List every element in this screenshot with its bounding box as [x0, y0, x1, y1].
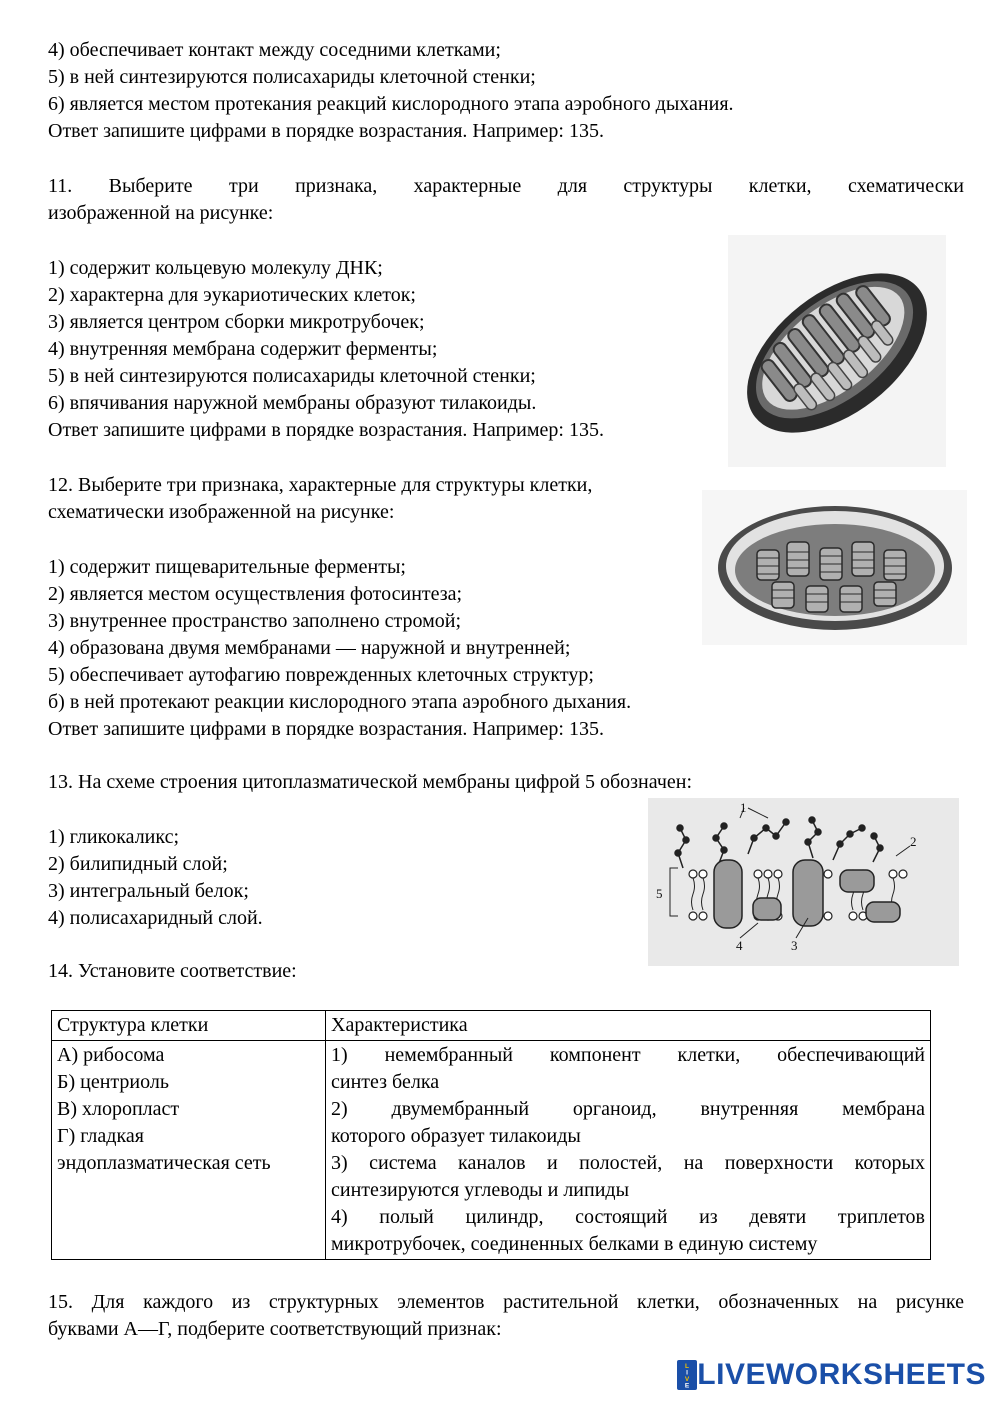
structure-item: А) рибосома [57, 1044, 165, 1066]
mitochondrion-figure [728, 235, 946, 467]
q12-stem-cont: схематически изображенной на рисунке: [48, 501, 395, 523]
q11-option-5: 5) в ней синтезируются полисахариды клеточной стенки; [48, 365, 536, 387]
q10-option-5: 5) в ней синтезируются полисахариды клеточной стенки; [48, 66, 536, 88]
membrane-label-5: 5 [656, 886, 663, 901]
q15-stem: 15. Для каждого из структурных элементов растительной клетки, обозначенных на рисунке [48, 1291, 964, 1313]
table-row [52, 1041, 931, 1260]
membrane-figure [648, 798, 959, 966]
q13-option-1: 1) гликокаликс; [48, 826, 180, 848]
characteristic-3-cont: синтезируются углеводы и липиды [331, 1179, 630, 1201]
structure-item: Б) центриоль [57, 1071, 169, 1093]
characteristics-cell [326, 1041, 931, 1260]
q10-option-4: 4) обеспечивает контакт между соседними клетками; [48, 39, 501, 61]
svg-text:L: L [685, 1363, 690, 1370]
q10-option-6: 6) является местом протекания реакций кислородного этапа аэробного дыхания. [48, 93, 734, 115]
matching-table [51, 1010, 931, 1260]
svg-text:V: V [685, 1376, 690, 1383]
liveworksheets-logo[interactable] [677, 1358, 986, 1392]
membrane-label-2: 2 [910, 834, 917, 849]
table-header-row [52, 1011, 931, 1041]
svg-text:E: E [685, 1382, 690, 1390]
characteristic-2-cont: которого образует тилакоиды [331, 1125, 581, 1147]
q11-option-4: 4) внутренняя мембрана содержит ферменты; [48, 338, 438, 360]
characteristic-1-cont: синтез белка [331, 1071, 440, 1093]
q12-option-1: 1) содержит пищеварительные ферменты; [48, 556, 406, 578]
q11-option-6: 6) впячивания наружной мембраны образуют тилакоиды. [48, 392, 537, 414]
svg-text:I: I [686, 1369, 689, 1377]
live-badge-icon [677, 1360, 697, 1390]
logo-text: LIVEWORKSHEETS [697, 1358, 986, 1391]
structures-cell [52, 1041, 326, 1260]
q11-option-3: 3) является центром сборки микротрубочек; [48, 311, 425, 333]
q13-option-4: 4) полисахаридный слой. [48, 907, 263, 929]
q14-stem: 14. Установите соответствие: [48, 960, 297, 982]
q12-option-5: 5) обеспечивает аутофагию поврежденных клеточных структур; [48, 664, 594, 686]
q11-option-1: 1) содержит кольцевую молекулу ДНК; [48, 257, 383, 279]
characteristic-4: 4) полый цилиндр, состоящий из девяти триплетов [331, 1206, 925, 1228]
q11-option-2: 2) характерна для эукариотических клеток; [48, 284, 416, 306]
q11-answer-note: Ответ запишите цифрами в порядке возрастания. Например: 135. [48, 419, 604, 441]
q11-stem-cont: изображенной на рисунке: [48, 202, 274, 224]
q13-option-3: 3) интегральный белок; [48, 880, 249, 902]
q12-option-4: 4) образована двумя мембранами — наружной и внутренней; [48, 637, 571, 659]
characteristic-3: 3) система каналов и полостей, на поверхности которых [331, 1152, 925, 1174]
characteristic-1: 1) немембранный компонент клетки, обеспечивающий [331, 1044, 925, 1066]
table-header-characteristic: Характеристика [326, 1011, 931, 1041]
q12-stem: 12. Выберите три признака, характерные для структуры клетки, [48, 474, 593, 496]
characteristic-2: 2) двумембранный органоид, внутренняя мембрана [331, 1098, 925, 1120]
chloroplast-figure [702, 490, 967, 645]
structure-item: В) хлоропласт [57, 1098, 180, 1120]
q13-option-2: 2) билипидный слой; [48, 853, 228, 875]
membrane-label-1: 1 [740, 800, 747, 815]
membrane-label-3: 3 [791, 938, 798, 953]
q12-option-3: 3) внутреннее пространство заполнено стромой; [48, 610, 462, 632]
structure-item: Г) гладкая [57, 1125, 144, 1147]
q15-stem-cont: буквами А—Г, подберите соответствующий признак: [48, 1318, 502, 1340]
q13-stem: 13. На схеме строения цитоплазматической мембраны цифрой 5 обозначен: [48, 771, 693, 793]
membrane-label-4: 4 [736, 938, 743, 953]
characteristic-4-cont: микротрубочек, соединенных белками в единую систему [331, 1233, 818, 1255]
q12-option-6: б) в ней протекают реакции кислородного этапа аэробного дыхания. [48, 691, 632, 713]
q12-answer-note: Ответ запишите цифрами в порядке возрастания. Например: 135. [48, 718, 604, 740]
table-header-structure: Структура клетки [52, 1011, 326, 1041]
structure-item: эндоплазматическая сеть [57, 1152, 271, 1174]
q10-answer-note: Ответ запишите цифрами в порядке возрастания. Например: 135. [48, 120, 604, 142]
q11-stem: 11. Выберите три признака, характерные для структуры клетки, схематически [48, 175, 964, 197]
q12-option-2: 2) является местом осуществления фотосинтеза; [48, 583, 463, 605]
